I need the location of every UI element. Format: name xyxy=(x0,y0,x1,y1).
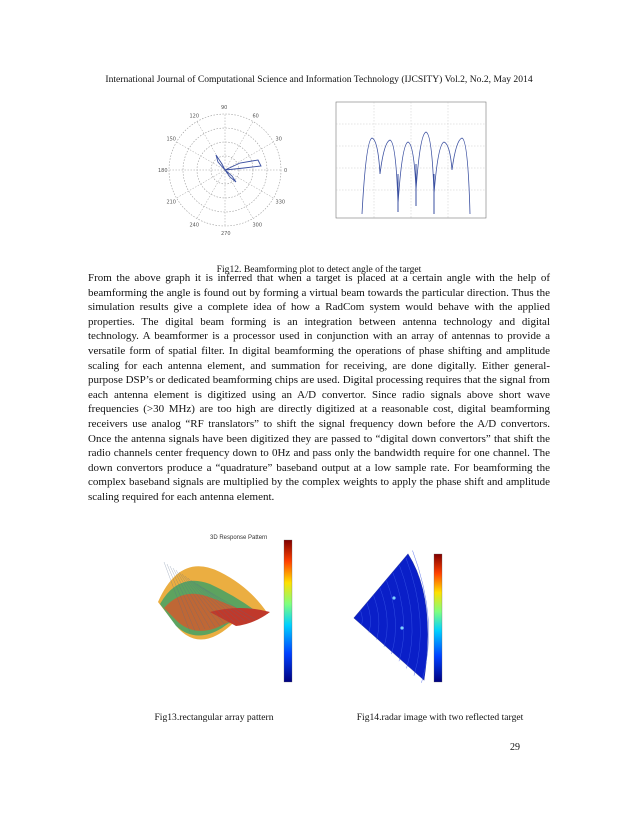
fig14-colorbar xyxy=(434,554,442,682)
fig13-caption: Fig13.rectangular array pattern xyxy=(154,712,274,723)
polar-spoke xyxy=(225,170,253,218)
polar-angle-label: 270 xyxy=(221,231,231,237)
target-2 xyxy=(400,626,403,629)
body-paragraph xyxy=(88,271,550,505)
polar-spoke xyxy=(225,170,273,198)
page-number: 29 xyxy=(510,742,520,753)
polar-angle-label: 330 xyxy=(275,199,286,206)
polar-angle-label: 30 xyxy=(275,136,282,143)
polar-spoke xyxy=(225,122,253,170)
polar-angle-label: 240 xyxy=(189,222,200,229)
polar-angle-label: 0 xyxy=(284,168,288,174)
fig13-lobe-main xyxy=(158,566,270,639)
polar-angle-label: 300 xyxy=(252,222,263,229)
polar-spoke xyxy=(225,142,273,170)
fig13-colorbar xyxy=(284,540,292,682)
polar-spoke xyxy=(177,170,225,198)
fig13-3d-pattern xyxy=(150,532,325,687)
fig12-caption: Fig12. Beamforming plot to detect angle of the target xyxy=(216,264,422,275)
polar-angle-label: 180 xyxy=(158,168,168,174)
journal-header: International Journal of Computational Science and Information Technology (IJCSITY) Vol.2, No.2, May 2014 xyxy=(105,74,533,85)
fig14-radar-image xyxy=(336,540,506,690)
polar-spoke xyxy=(177,142,225,170)
polar-angle-label: 210 xyxy=(166,199,176,206)
fig13-title: 3D Response Pattern xyxy=(210,535,268,541)
fig12-beam-plot xyxy=(322,94,494,244)
polar-angle-label: 120 xyxy=(189,113,200,120)
polar-angle-label: 60 xyxy=(252,113,259,120)
target-1 xyxy=(392,596,395,599)
fig14-caption: Fig14.radar image with two reflected target xyxy=(356,712,524,723)
fig12-polar-plot xyxy=(140,100,310,260)
polar-angle-label: 150 xyxy=(166,136,176,143)
body-paragraph-text: From the above graph it is inferred that when a target is placed at a certain angle with the help of beamforming the angle is found out by forming a virtual beam towards the particular direction. Thus the simulation results give a complete idea of how a RadCom system would behave with the applied properties. The digital beam forming is an integration between antenna technology and digital technology. A beamformer is a processor used in conjunction with an array of antennas to provide a versatile form of spatial filter. In digital beamforming the operations of phase shifting and amplitude scaling for each antenna element, and summation for receiving, are done digitally. Either general-purpose DSP’s or dedicated beamforming chips are used. Digital processing requires that the signal from each antenna element is digitized using an A/D convertor. Since radio signals above short wave frequencies (>30 MHz) are too high are directly digitized at a reasonable cost, digital beamforming receivers use analog “RF translators” to shift the signal frequency down before the A/D convertors. Once the antenna signals have been digitized they are passed to “digital down convertors” that shift the radio channels center frequency down to 0Hz and pass only the bandwidth require for one channel. The down convertors produce a “quadrature” baseband output at a low sample rate. For beamforming the complex baseband signals are multiplied by the complex weights to apply the phase shift and amplitude scaling required for each antenna element. xyxy=(88,272,550,503)
polar-angle-label: 90 xyxy=(221,105,228,111)
radar-fan xyxy=(354,554,428,680)
polar-spoke xyxy=(197,170,225,218)
